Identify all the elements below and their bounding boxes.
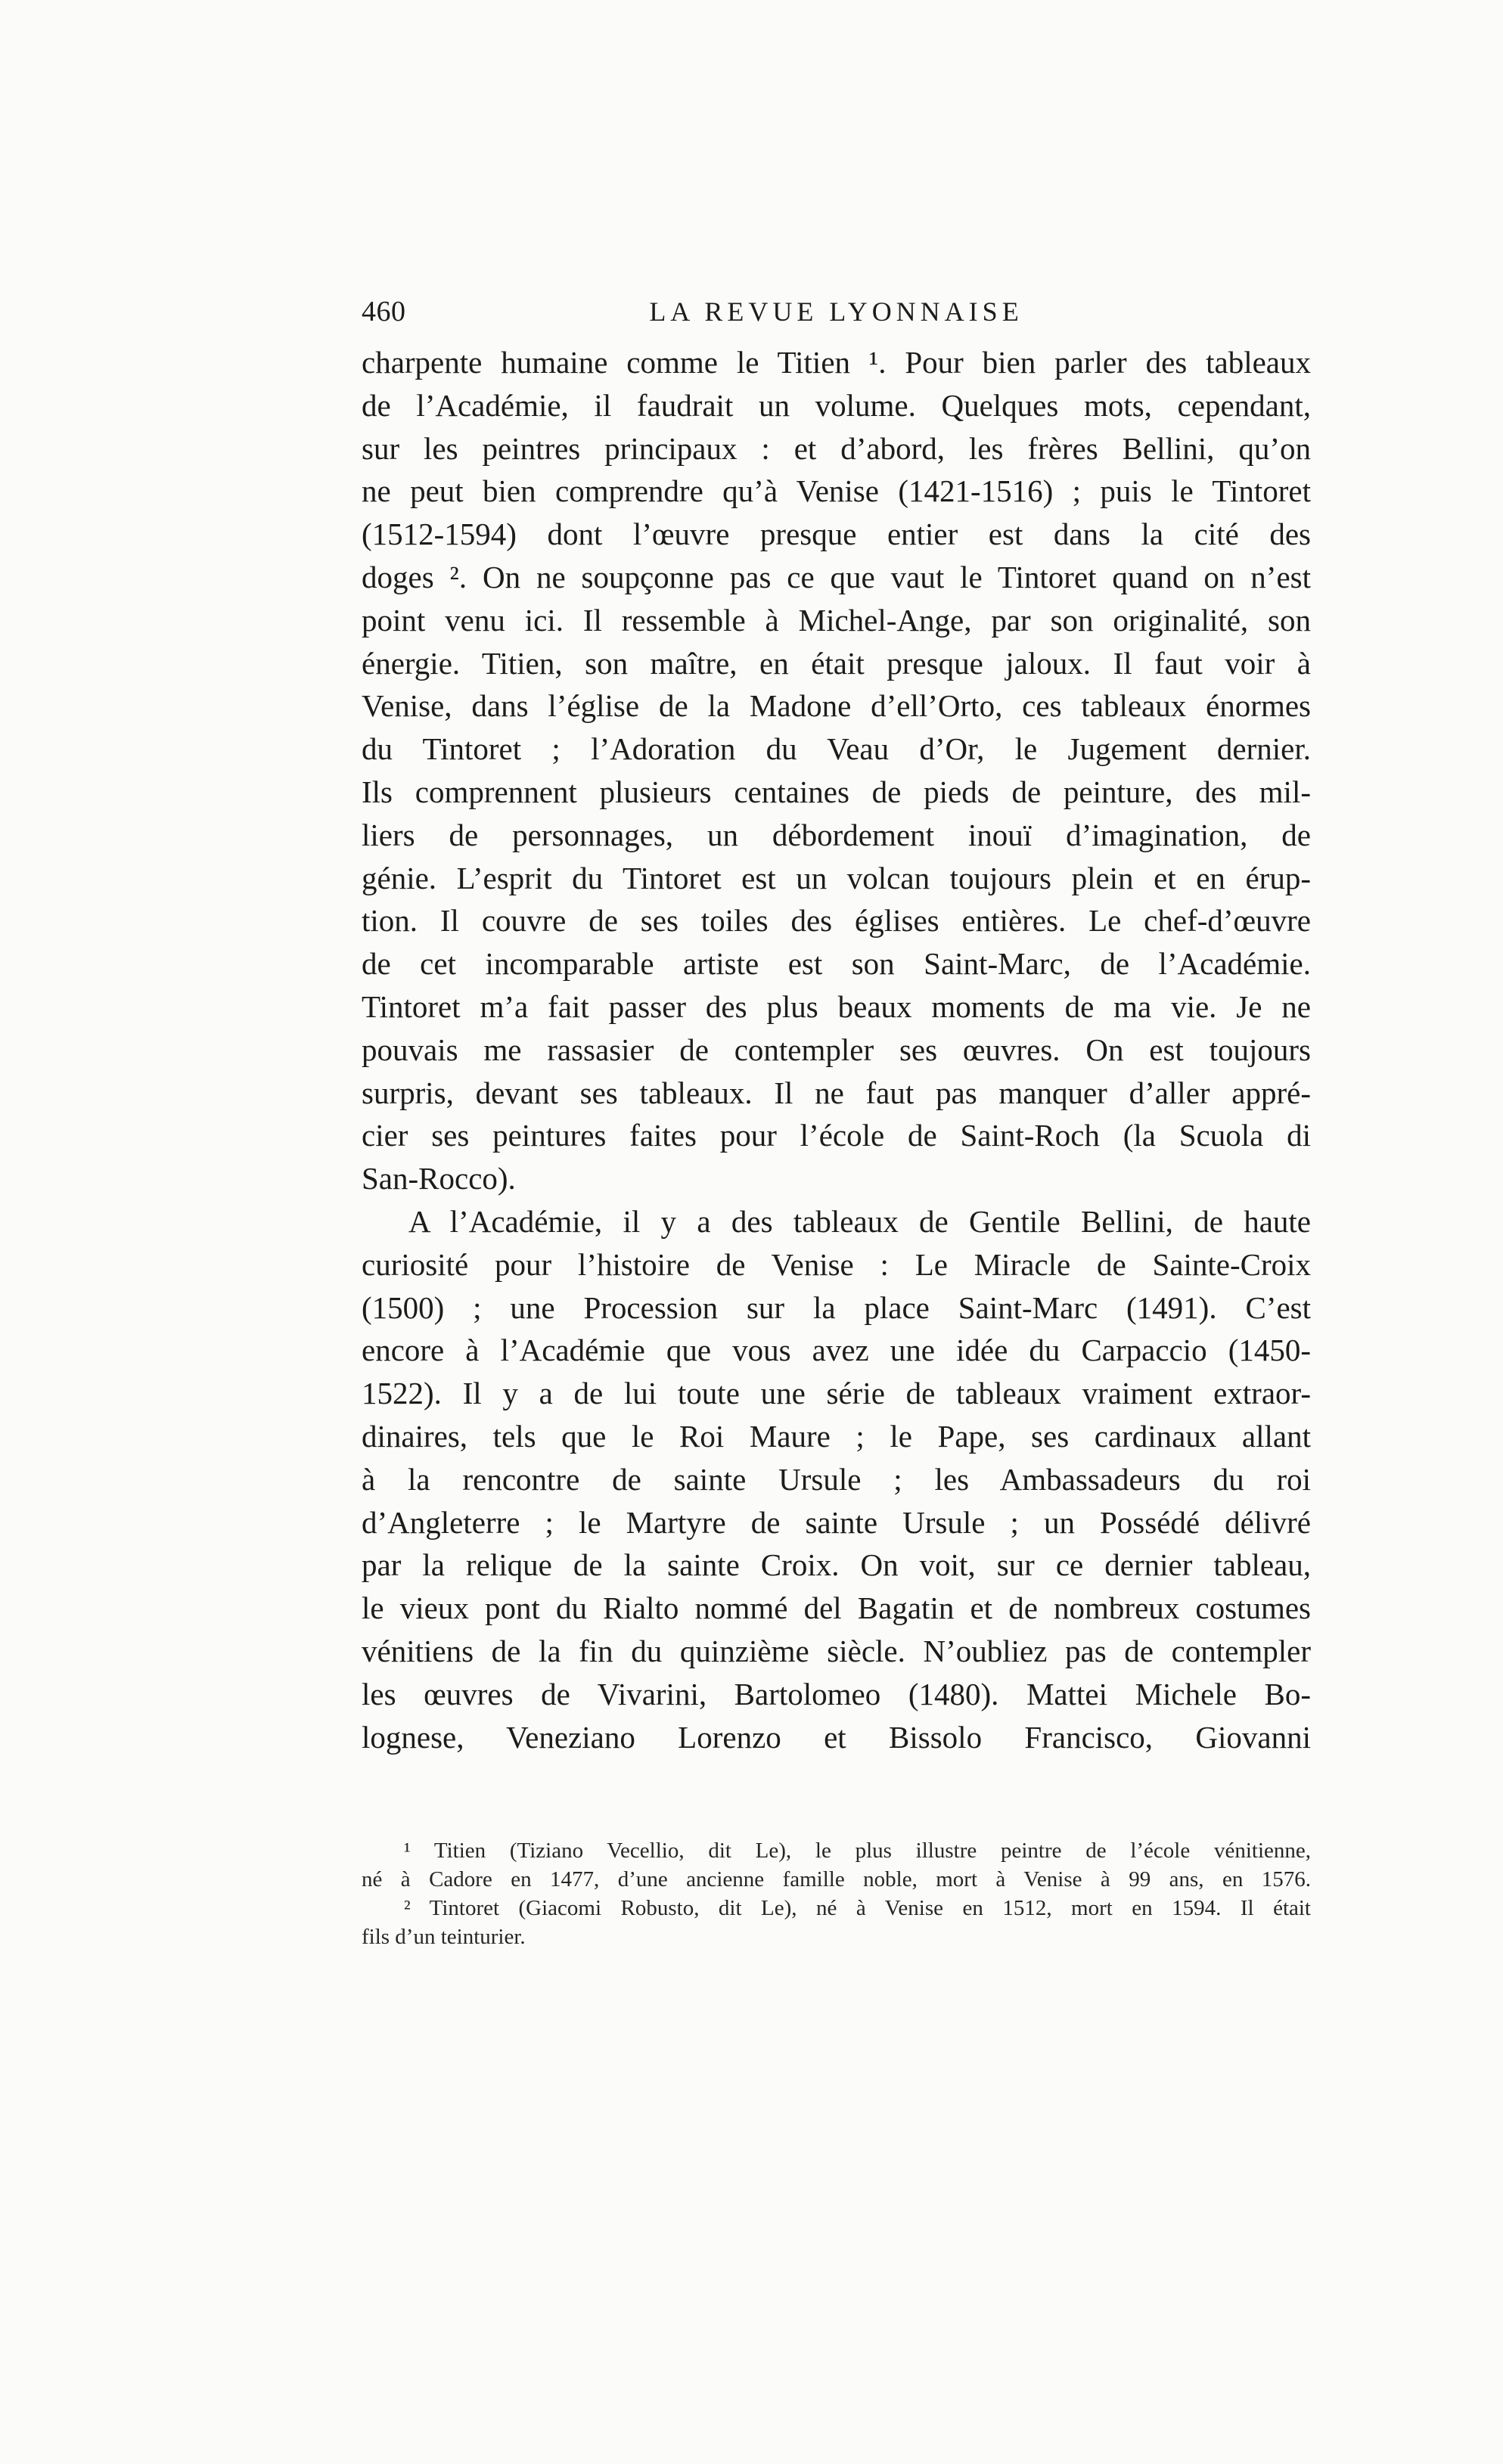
text-line: du Tintoret ; l’Adoration du Veau d’Or, le Jugement dernier. xyxy=(362,731,1311,767)
text-line: énergie. Titien, son maître, en était presque jaloux. Il faut voir à xyxy=(362,645,1311,681)
running-head xyxy=(362,289,1311,334)
footnote-line: fils d’un teinturier. xyxy=(362,1925,526,1949)
text-line: de cet incomparable artiste est son Saint-Marc, de l’Académie. xyxy=(362,946,1311,982)
footnote-line: ² Tintoret (Giacomi Robusto, dit Le), né à Venise en 1512, mort en 1594. Il était xyxy=(404,1896,1311,1920)
text-line: doges ². On ne soupçonne pas ce que vaut le Tintoret quand on n’est xyxy=(362,559,1311,594)
text-line: sur les peintres principaux : et d’abord, les frères Bellini, qu’on xyxy=(362,430,1311,466)
text-line: par la relique de la sainte Croix. On voit, sur ce dernier tableau, xyxy=(362,1547,1311,1583)
text-line: dinaires, tels que le Roi Maure ; le Pape, ses cardinaux allant xyxy=(362,1418,1311,1454)
text-line: à la rencontre de sainte Ursule ; les Ambassadeurs du roi xyxy=(362,1461,1311,1497)
text-line: San-Rocco). xyxy=(362,1161,516,1196)
text-line: surpris, devant ses tableaux. Il ne faut pas manquer d’aller appré- xyxy=(362,1075,1311,1110)
text-line: Venise, dans l’église de la Madone d’ell’Orto, ces tableaux énormes xyxy=(362,688,1311,724)
footnote-line: ¹ Titien (Tiziano Vecellio, dit Le), le plus illustre peintre de l’école vénitienne, xyxy=(404,1839,1311,1863)
text-line: pouvais me rassasier de contempler ses œuvres. On est toujours xyxy=(362,1032,1311,1067)
body-text xyxy=(362,341,1311,1758)
footnotes xyxy=(362,1836,1311,1951)
text-line: d’Angleterre ; le Martyre de sainte Ursule ; un Possédé délivré xyxy=(362,1504,1311,1540)
text-line: lognese, Veneziano Lorenzo et Bissolo Francisco, Giovanni xyxy=(362,1719,1311,1755)
text-line: Tintoret m’a fait passer des plus beaux moments de ma vie. Je ne xyxy=(362,988,1311,1024)
text-line: encore à l’Académie que vous avez une idée du Carpaccio (1450- xyxy=(362,1333,1311,1368)
text-line: Ils comprennent plusieurs centaines de pieds de peinture, des mil- xyxy=(362,774,1311,809)
text-line: de l’Académie, il faudrait un volume. Quelques mots, cependant, xyxy=(362,387,1311,423)
text-line: point venu ici. Il ressemble à Michel-Ange, par son originalité, son xyxy=(362,602,1311,638)
journal-title: LA REVUE LYONNAISE xyxy=(649,296,1023,327)
page-number: 460 xyxy=(362,296,406,327)
text-line: cier ses peintures faites pour l’école de Saint-Roch (la Scuola di xyxy=(362,1118,1311,1153)
text-line: (1512-1594) dont l’œuvre presque entier est dans la cité des xyxy=(362,517,1311,552)
text-line: ne peut bien comprendre qu’à Venise (1421-1516) ; puis le Tintoret xyxy=(362,473,1311,509)
text-line: tion. Il couvre de ses toiles des églises entières. Le chef-d’œuvre xyxy=(362,903,1311,939)
text-line: curiosité pour l’histoire de Venise : Le Miracle de Sainte-Croix xyxy=(362,1246,1311,1282)
text-line: génie. L’esprit du Tintoret est un volcan toujours plein et en érup- xyxy=(362,860,1311,895)
text-line: (1500) ; une Procession sur la place Saint-Marc (1491). C’est xyxy=(362,1289,1311,1325)
text-line: les œuvres de Vivarini, Bartolomeo (1480). Mattei Michele Bo- xyxy=(362,1676,1311,1711)
text-line: A l’Académie, il y a des tableaux de Gentile Bellini, de haute xyxy=(408,1203,1311,1239)
text-line: liers de personnages, un débordement inouï d’imagination, de xyxy=(362,817,1311,852)
text-line: 1522). Il y a de lui toute une série de tableaux vraiment extraor- xyxy=(362,1376,1311,1411)
text-line: le vieux pont du Rialto nommé del Bagatin et de nombreux costumes xyxy=(362,1590,1311,1626)
text-line: charpente humaine comme le Titien ¹. Pour bien parler des tableaux xyxy=(362,345,1311,380)
text-line: vénitiens de la fin du quinzième siècle. N’oubliez pas de contempler xyxy=(362,1633,1311,1668)
footnote-line: né à Cadore en 1477, d’une ancienne famille noble, mort à Venise à 99 ans, en 1576. xyxy=(362,1867,1311,1891)
